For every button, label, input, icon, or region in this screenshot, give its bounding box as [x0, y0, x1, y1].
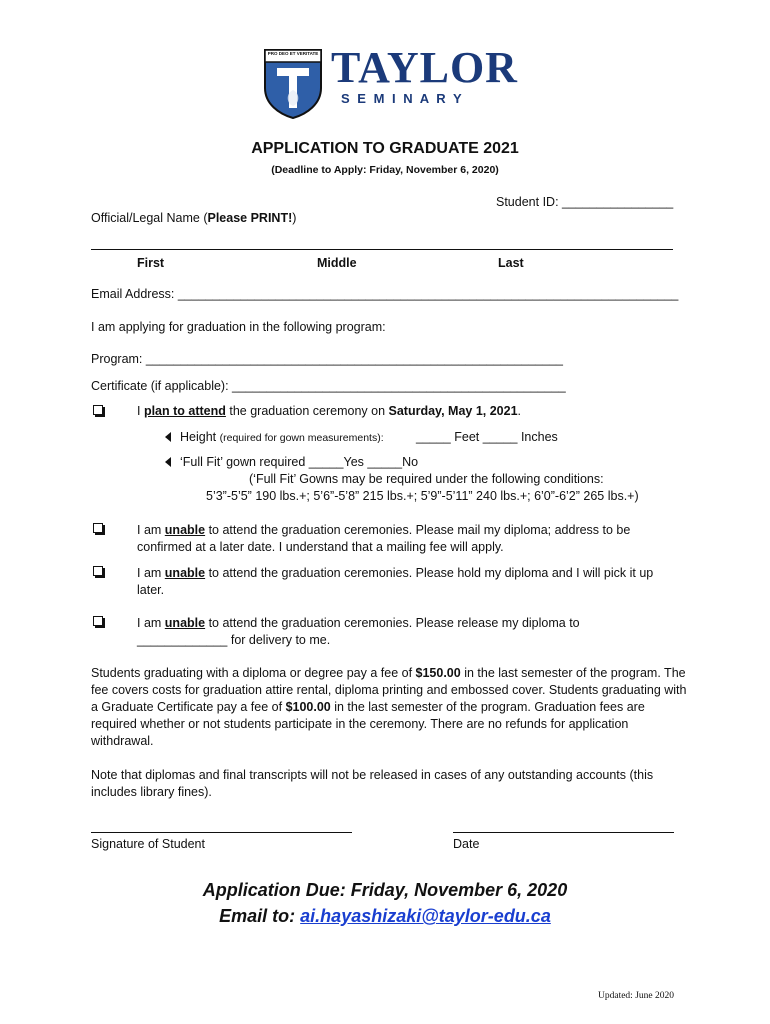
application-due: Application Due: Friday, November 6, 2020: [202, 880, 568, 900]
legal-name-label: Official/Legal Name (Please PRINT!): [91, 211, 297, 225]
attend-option-text: I plan to attend the graduation ceremony on Saturday, May 1, 2021.: [137, 404, 522, 418]
name-last-label: Last: [498, 256, 524, 270]
fullfit-sizes: 5’3”-5’5” 190 lbs.+; 5’6”-5’8” 215 lbs.+; 5’9”-5’11” 240 lbs.+; 6’0”-6’2” 265 lbs.+): [206, 489, 639, 503]
height-line: Height (required for gown measurements):: [180, 430, 384, 444]
email-field[interactable]: Email Address: ________________________________________________________________________: [91, 287, 679, 301]
email-to-link[interactable]: ai.hayashizaki@taylor-edu.ca: [300, 906, 551, 926]
mail-diploma-text: I am unable to attend the graduation ceremonies. Please mail my diploma; address to be confirmed at a later date. I understand that a mailing fee will apply.: [137, 523, 631, 554]
date-line[interactable]: [453, 832, 674, 833]
page-title: APPLICATION TO GRADUATE 2021: [251, 140, 519, 157]
name-line[interactable]: [91, 249, 673, 250]
attend-checkbox[interactable]: [93, 405, 103, 415]
name-first-label: First: [137, 256, 165, 270]
fullfit-line[interactable]: ‘Full Fit’ gown required _____Yes _____No: [180, 455, 419, 469]
mail-diploma-checkbox[interactable]: [93, 523, 103, 533]
logo-name: TAYLOR: [331, 43, 518, 92]
name-middle-label: Middle: [317, 256, 357, 270]
updated-note: Updated: June 2020: [598, 991, 674, 1001]
signature-label: Signature of Student: [91, 837, 205, 851]
date-label: Date: [453, 837, 480, 851]
release-diploma-text: I am unable to attend the graduation ceremonies. Please release my diploma to _____________ for delivery to me.: [137, 616, 580, 647]
fullfit-note: (‘Full Fit’ Gowns may be required under the following conditions:: [249, 472, 604, 486]
bullet-arrow-icon: [165, 432, 171, 442]
program-field[interactable]: Program: ____________________________________________________________: [91, 352, 563, 366]
release-diploma-checkbox[interactable]: [93, 616, 103, 626]
fees-paragraph: Students graduating with a diploma or degree pay a fee of $150.00 in the last semester of the program. The fee covers costs for graduation attire rental, diploma printing and embossed cover. Students graduating with a Graduate Certificate pay a fee of $100.00 in the last semester of the program. Graduation fees are required whether or not students participate in the ceremony. There are no refunds for application withdrawal.: [91, 666, 687, 748]
height-fields[interactable]: _____ Feet _____ Inches: [416, 430, 558, 444]
deadline-note: (Deadline to Apply: Friday, November 6, 2020): [271, 164, 499, 176]
hold-diploma-checkbox[interactable]: [93, 566, 103, 576]
email-to-line: Email to: ai.hayashizaki@taylor-edu.ca: [219, 906, 551, 926]
program-intro: I am applying for graduation in the following program:: [91, 320, 386, 334]
signature-line[interactable]: [91, 832, 352, 833]
bullet-arrow-icon: [165, 457, 171, 467]
hold-diploma-text: I am unable to attend the graduation ceremonies. Please hold my diploma and I will pick it up later.: [137, 566, 654, 597]
student-id-field[interactable]: Student ID: ________________: [496, 195, 674, 209]
certificate-field[interactable]: Certificate (if applicable): ________________________________________________: [91, 379, 566, 393]
crest-icon: [263, 48, 323, 120]
logo-subname: S E M I N A R Y: [341, 91, 464, 106]
crest-motto: PRO DEO ET VERITATE: [267, 51, 319, 56]
outstanding-accounts-note: Note that diplomas and final transcripts will not be released in cases of any outstanding accounts (this includes library fines).: [91, 768, 654, 799]
